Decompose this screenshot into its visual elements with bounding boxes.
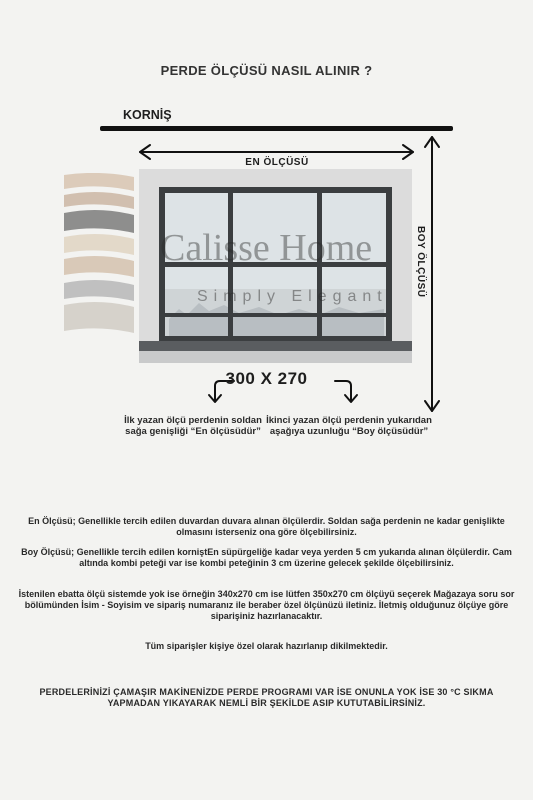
- en-olcusu-label: EN ÖLÇÜSÜ: [245, 157, 309, 168]
- kornis-label: KORNİŞ: [123, 108, 172, 122]
- paragraph-ozel-olcu: İstenilen ebatta ölçü sistemde yok ise örneğin 340x270 cm ise lütfen 350x270 cm ölçüyü seçerek Mağazaya soru sor bölümünden İsim - Soyisim ve sipariş numaranız ile beraber özel ölçünüzü iletiniz. İletmiş olduğunuz ölçüye göre siparişiniz hazırlanacaktır.: [18, 589, 515, 621]
- caption-height: İkinci yazan ölçü perdenin yukarıdan aşağıya uzunluğu “Boy ölçüsüdür”: [266, 415, 432, 437]
- paragraph-yikama: PERDELERİNİZİ ÇAMAŞIR MAKİNENİZDE PERDE PROGRAMI VAR İSE ONUNLA YOK İSE 30 °C SIKMA YAPMADAN YIKAYARAK NEMLİ BİR ŞEKİLDE ASIP KUTUTABİLİRSİNİZ.: [39, 687, 494, 708]
- paragraph-kisiye-ozel: Tüm siparişler kişiye özel olarak hazırlanıp dikilmektedir.: [145, 641, 388, 651]
- paragraph-en-olcusu: En Ölçüsü; Genellikle tercih edilen duvardan duvara alınan ölçülerdir. Soldan sağa perdenin ne kadar genişlikte olmasını isterseniz ona göre ölçebilirsiniz.: [28, 516, 505, 537]
- caption-width: İlk yazan ölçü perdenin soldan sağa genişliği “En ölçüsüdür”: [124, 415, 262, 437]
- boy-olcusu-label: BOY ÖLÇÜSÜ: [415, 226, 426, 298]
- watermark-brand: Calisse Home: [160, 227, 373, 269]
- watermark-tagline: Simply Elegant: [197, 288, 388, 305]
- page-title: PERDE ÖLÇÜSÜ NASIL ALINIR ?: [160, 63, 373, 78]
- paragraph-boy-olcusu: Boy Ölçüsü; Genellikle tercih edilen korniştEn süpürgeliğe kadar veya yerden 5 cm yukarıda alınan ölçülerdir. Cam altında kombi peteği var ise kombi peteğinin 3 cm üzerine gelecek şekilde ölçebilirsiniz.: [21, 547, 512, 568]
- example-size: 300 X 270: [225, 369, 308, 388]
